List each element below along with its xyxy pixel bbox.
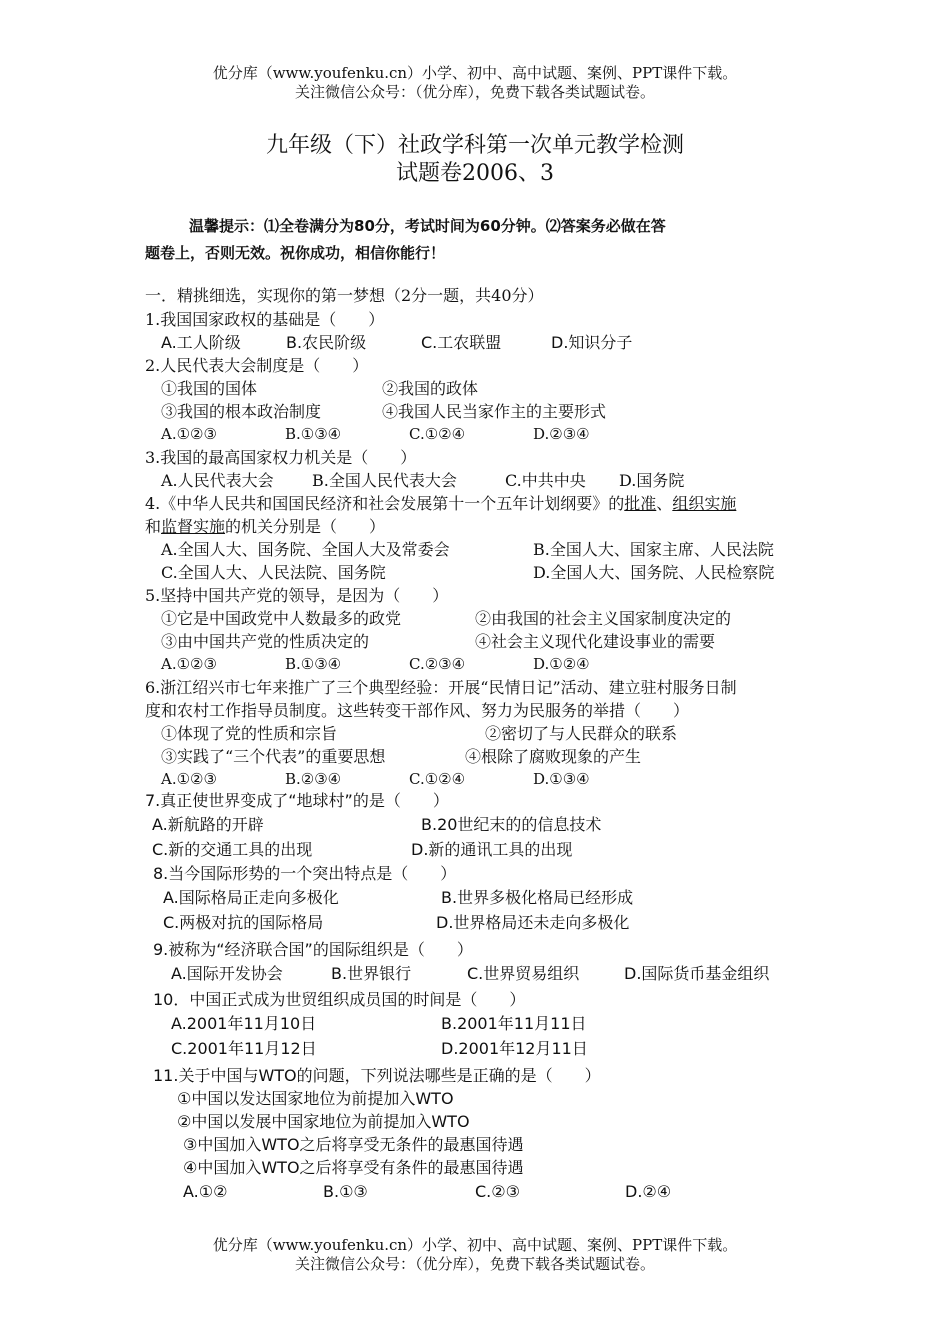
question-3 [145,446,865,492]
question-stem: 1.我国国家政权的基础是（ ） [145,310,385,329]
warm-tip [145,213,865,267]
option-d: D.世界格局还未走向多极化 [436,913,630,932]
warm-tip-line-2: 题卷上，否则无效。祝你成功，相信你能行！ [145,244,446,262]
statement-3: ③由中国共产党的性质决定的 [161,632,370,651]
option-c: C.①②④ [409,770,466,788]
option-c: C.①②④ [409,425,466,443]
options-row [145,885,865,910]
option-b: B.①③④ [285,655,342,673]
statement-1: ①体现了党的性质和宗旨 [161,724,338,743]
question-stem: 8.当今国际形势的一个突出特点是（ ） [153,864,457,883]
underlined-approve: 批准 [624,494,657,513]
statement-1: ①我国的国体 [161,379,258,398]
question-stem-line-1: 6.浙江绍兴市七年来推广了三个典型经验：开展“民情日记”活动、建立驻村服务日制 [145,678,737,697]
options-row [145,1179,865,1204]
option-d: D.①②④ [533,655,590,673]
statement-4: ④社会主义现代化建设事业的需要 [475,632,716,651]
warm-tip-line-1: 温馨提示：⑴全卷满分为80分，考试时间为60分钟。⑵答案务必做在答 [189,217,666,235]
options-row [145,961,865,986]
footer-line-1: 优分库（www.youfenku.cn）小学、初中、高中试题、案例、PPT课件下载。 [212,1236,738,1254]
option-c: C.②③ [475,1182,520,1201]
question-10 [145,988,865,1061]
question-stem: 3.我国的最高国家权力机关是（ ） [145,448,417,467]
option-a: A.全国人大、国务院、全国人大及常委会 [161,540,450,559]
question-8 [145,862,865,935]
option-a: A.2001年11月10日 [171,1014,317,1033]
statement-2: ②我国的政体 [382,379,479,398]
question-4 [145,492,865,584]
question-stem-line-1 [145,492,865,515]
stem-text: 的机关分别是（ ） [225,517,386,536]
option-c: C.2001年11月12日 [171,1039,317,1058]
statements-row [145,400,865,423]
question-9 [145,938,865,986]
options-row [145,1011,865,1036]
option-a: A.国际开发协会 [171,964,283,983]
option-c: C.全国人大、人民法院、国务院 [161,563,386,582]
option-a: A.①② [183,1182,228,1201]
option-d: D.②④ [625,1182,672,1201]
option-d: D.国际货币基金组织 [624,964,770,983]
question-stem: 9.被称为“经济联合国”的国际组织是（ ） [153,940,473,959]
option-d: D.①③④ [533,770,590,788]
option-a: A.①②③ [161,770,217,788]
option-d: D.国务院 [619,471,685,490]
statement-4: ④中国加入WTO之后将享受有条件的最惠国待遇 [183,1158,524,1177]
options-row [145,423,865,446]
question-11 [145,1064,865,1204]
options-row [145,653,865,676]
page-footer [0,1236,950,1274]
page-header [0,64,950,102]
option-c: C.新的交通工具的出现 [152,840,313,859]
underlined-supervise: 监督实施 [161,517,226,536]
option-b: B.世界多极化格局已经形成 [441,888,634,907]
question-stem-line-2: 度和农村工作指导员制度。这些转变干部作风、努力为民服务的举措（ ） [145,701,690,720]
option-c: C.中共中央 [505,471,586,490]
stem-text: 和 [145,517,162,536]
option-b: B.世界银行 [331,964,412,983]
option-a: A.工人阶级 [161,333,241,352]
options-row [145,812,865,837]
statement-2: ②中国以发展中国家地位为前提加入WTO [177,1112,470,1131]
options-row [145,768,865,791]
statements-row [145,722,865,745]
option-d: D.全国人大、国务院、人民检察院 [533,563,775,582]
option-d: D.知识分子 [551,333,633,352]
question-stem: 5.坚持中国共产党的领导，是因为（ ） [145,586,449,605]
option-b: B.①③④ [285,425,342,443]
question-stem-line-2 [145,515,865,538]
statement-3: ③实践了“三个代表”的重要思想 [161,747,386,766]
statements-row [145,607,865,630]
question-1 [145,308,865,354]
statement-2: ②密切了与人民群众的联系 [485,724,678,743]
question-stem: 10．中国正式成为世贸组织成员国的时间是（ ） [153,990,526,1009]
option-c: C.②③④ [409,655,466,673]
option-b: B.全国人民代表大会 [312,471,457,490]
question-stem [145,789,865,812]
options-row [145,538,865,561]
stem-text: 4.《中华人民共和国国民经济和社会发展第十一个五年计划纲要》的 [145,494,625,513]
option-d: D.②③④ [533,425,590,443]
statement-1: ①它是中国政党中人数最多的政党 [161,609,402,628]
statement-4: ④我国人民当家作主的主要形式 [382,402,607,421]
question-2 [145,354,865,446]
options-row [145,331,865,354]
question-6 [145,676,865,791]
option-a: A.新航路的开辟 [152,815,264,834]
option-a: A.人民代表大会 [161,471,274,490]
question-7 [145,789,865,862]
stem-text: 7.真正使世界变成了“地球村”的是（ ） [145,791,449,810]
option-c: C.两极对抗的国际格局 [163,913,324,932]
exam-title-main: 九年级（下）社政学科第一次单元教学检测 [265,133,684,158]
option-b: B.2001年11月11日 [441,1014,587,1033]
option-a: A.①②③ [161,655,217,673]
option-a: A.①②③ [161,425,217,443]
statements-row [145,630,865,653]
statement-3: ③我国的根本政治制度 [161,402,322,421]
options-row [145,561,865,584]
option-c: C.世界贸易组织 [467,964,580,983]
statement-1: ①中国以发达国家地位为前提加入WTO [177,1089,454,1108]
statements-row [145,745,865,768]
header-line-2: 关注微信公众号：（优分库），免费下载各类试题试卷。 [294,83,655,101]
question-stem: 11.关于中国与WTO的问题，下列说法哪些是正确的是（ ） [153,1066,601,1085]
option-c: C.工农联盟 [421,333,502,352]
underlined-implement: 组织实施 [672,494,737,513]
statement-2: ②由我国的社会主义国家制度决定的 [475,609,732,628]
option-b: B.②③④ [285,770,342,788]
options-row [145,469,865,492]
section-heading: 一．精挑细选，实现你的第一梦想（2分一题，共40分） [145,286,544,305]
option-b: B.全国人大、国家主席、人民法院 [533,540,774,559]
option-b: B.20世纪末的的信息技术 [421,815,602,834]
option-b: B.农民阶级 [286,333,367,352]
option-a: A.国际格局正走向多极化 [163,888,339,907]
options-row [145,837,865,862]
exam-title-sub: 试题卷2006、3 [396,161,554,186]
option-d: D.2001年12月11日 [441,1039,588,1058]
header-line-1: 优分库（www.youfenku.cn）小学、初中、高中试题、案例、PPT课件下载。 [212,64,738,82]
option-b: B.①③ [323,1182,368,1201]
option-d: D.新的通讯工具的出现 [411,840,573,859]
question-stem: 2.人民代表大会制度是（ ） [145,356,369,375]
exam-title [0,132,950,188]
statement-3: ③中国加入WTO之后将享受无条件的最惠国待遇 [183,1135,524,1154]
options-row [145,910,865,935]
statement-4: ④根除了腐败现象的产生 [465,747,642,766]
statements-row [145,377,865,400]
separator: 、 [656,494,673,513]
footer-line-2: 关注微信公众号：（优分库），免费下载各类试题试卷。 [294,1255,655,1273]
question-5 [145,584,865,676]
options-row [145,1036,865,1061]
